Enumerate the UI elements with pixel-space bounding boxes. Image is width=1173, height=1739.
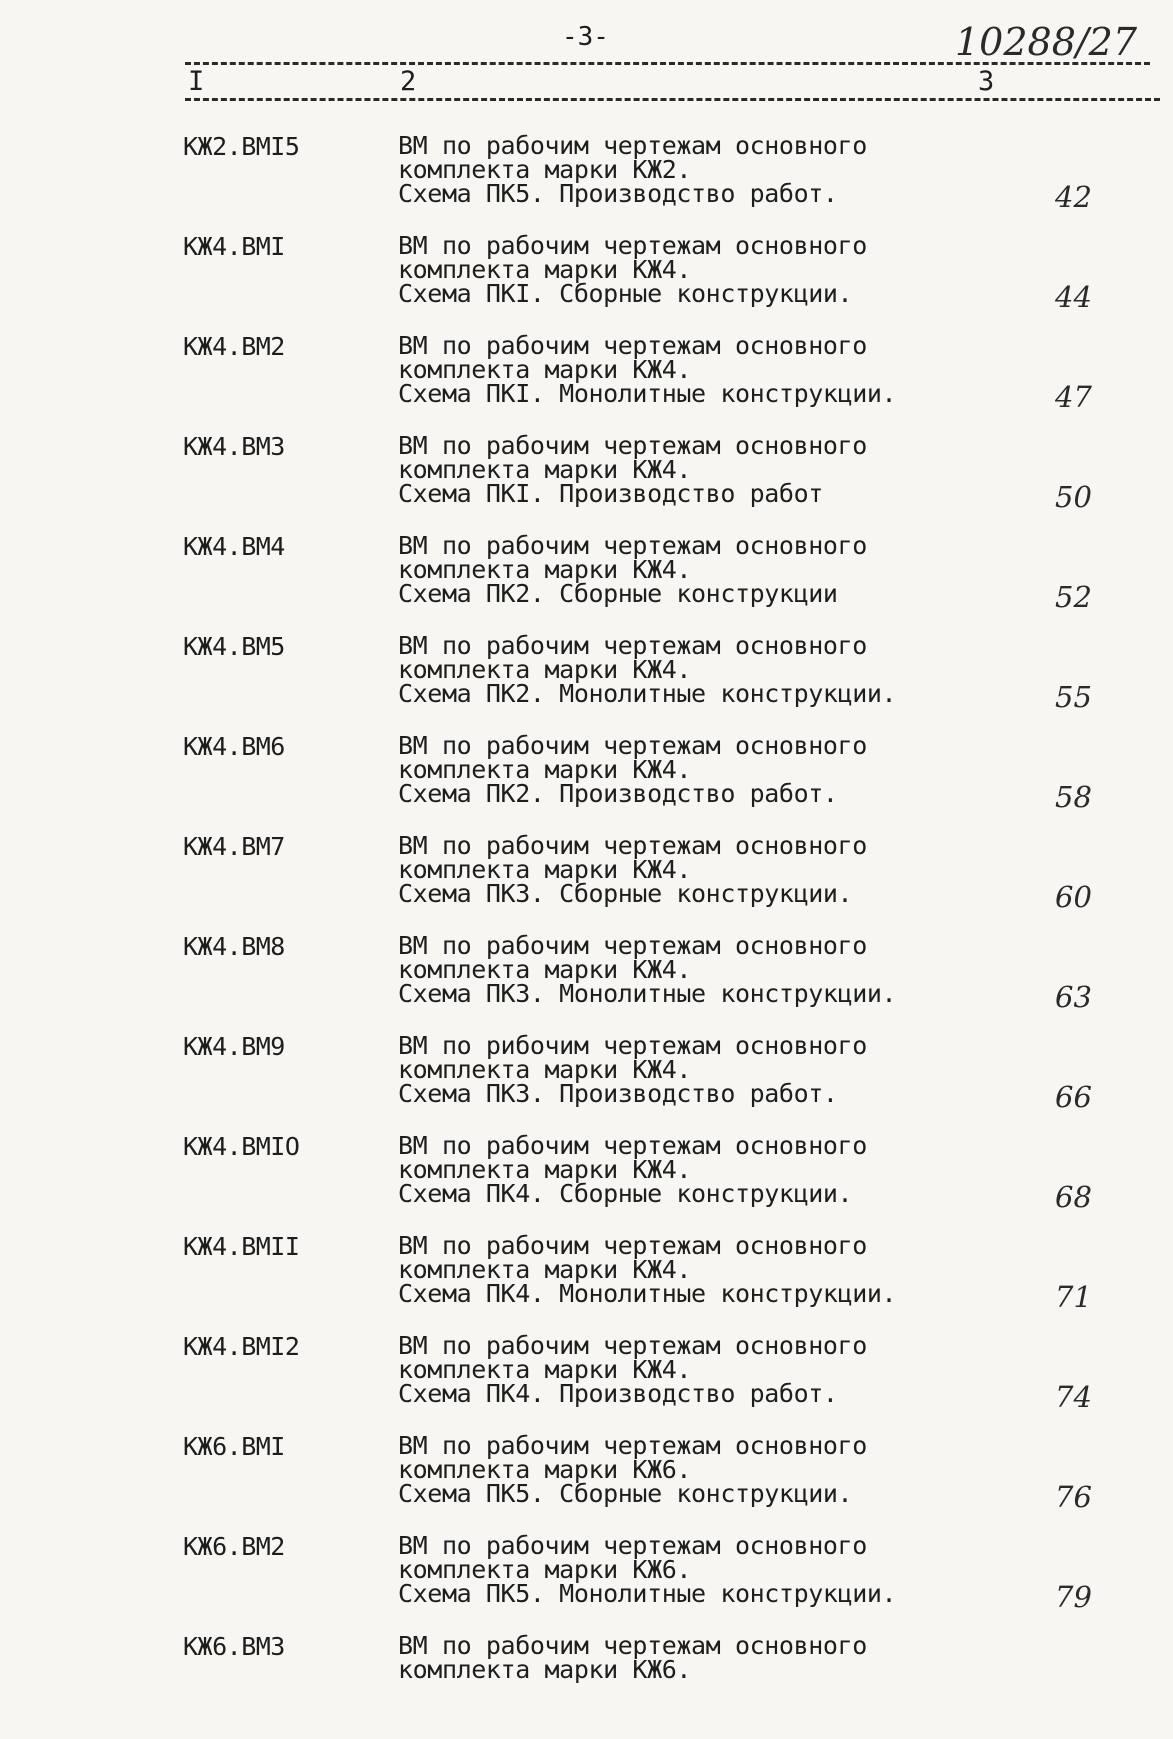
list-item xyxy=(0,532,1173,632)
description-line: ВМ по рабочим чертежам основного xyxy=(398,1431,867,1460)
list-item xyxy=(0,932,1173,1032)
description-line: комплекта марки КЖ6. xyxy=(398,1655,692,1684)
document-code: КЖ4.ВМI xyxy=(183,232,285,261)
document-description xyxy=(398,731,958,808)
sheet-page-number: 79 xyxy=(1055,1580,1092,1614)
description-line: ВМ по рабочим чертежам основного xyxy=(398,1131,867,1160)
description-line: Схема ПК2. Производство работ. xyxy=(398,779,838,808)
description-line: комплекта марки КЖ4. xyxy=(398,1255,692,1284)
document-code: КЖ6.ВМ3 xyxy=(183,1632,285,1661)
archive-number: 10288/27 xyxy=(955,20,1138,64)
list-item xyxy=(0,1032,1173,1132)
document-description xyxy=(398,431,958,508)
document-code: КЖ4.ВМ7 xyxy=(183,832,285,861)
description-line: ВМ по рабочим чертежам основного xyxy=(398,1331,867,1360)
description-line: ВМ по рабочим чертежам основного xyxy=(398,731,867,760)
document-description xyxy=(398,931,958,1008)
description-line: ВМ по рабочим чертежам основного xyxy=(398,131,867,160)
list-item xyxy=(0,1432,1173,1532)
description-line: комплекта марки КЖ4. xyxy=(398,1355,692,1384)
sheet-page-number: 44 xyxy=(1055,280,1092,314)
description-line: ВМ по рабочим чертежам основного xyxy=(398,631,867,660)
document-code: КЖ6.ВМI xyxy=(183,1432,285,1461)
list-item xyxy=(0,1632,1173,1732)
column-header-2: 2 xyxy=(400,66,417,97)
document-description xyxy=(398,1331,958,1408)
description-line: комплекта марки КЖ4. xyxy=(398,855,692,884)
description-line: Схема ПКI. Производство работ xyxy=(398,479,823,508)
description-line: Схема ПК2. Монолитные конструкции. xyxy=(398,679,897,708)
document-description xyxy=(398,831,958,908)
list-item xyxy=(0,332,1173,432)
list-item xyxy=(0,632,1173,732)
description-line: комплекта марки КЖ6. xyxy=(398,1455,692,1484)
sheet-page-number: 66 xyxy=(1055,1080,1092,1114)
description-line: Схема ПК4. Сборные конструкции. xyxy=(398,1179,853,1208)
description-line: Схема ПК4. Производство работ. xyxy=(398,1379,838,1408)
list-item xyxy=(0,732,1173,832)
description-line: комплекта марки КЖ4. xyxy=(398,1055,692,1084)
description-line: ВМ по рабочим чертежам основного xyxy=(398,331,867,360)
sheet-page-number: 74 xyxy=(1055,1380,1092,1414)
description-line: комплекта марки КЖ4. xyxy=(398,455,692,484)
document-code: КЖ2.ВМI5 xyxy=(183,132,300,161)
document-code: КЖ4.ВМII xyxy=(183,1232,300,1261)
description-line: Схема ПК2. Сборные конструкции xyxy=(398,579,838,608)
sheet-page-number: 76 xyxy=(1055,1480,1092,1514)
description-line: комплекта марки КЖ4. xyxy=(398,655,692,684)
description-line: ВМ по рабочим чертежам основного xyxy=(398,431,867,460)
sheet-page-number: 52 xyxy=(1055,580,1092,614)
document-description xyxy=(398,1031,958,1108)
page-number: -3- xyxy=(562,22,609,52)
document-description xyxy=(398,1631,958,1684)
sheet-page-number: 68 xyxy=(1055,1180,1092,1214)
description-line: Схема ПК3. Монолитные конструкции. xyxy=(398,979,897,1008)
description-line: Схема ПК3. Сборные конструкции. xyxy=(398,879,853,908)
description-line: Схема ПК3. Производство работ. xyxy=(398,1079,838,1108)
list-item xyxy=(0,832,1173,932)
document-code: КЖ4.ВМ2 xyxy=(183,332,285,361)
document-code: КЖ4.ВМ5 xyxy=(183,632,285,661)
description-line: Схема ПК5. Монолитные конструкции. xyxy=(398,1579,897,1608)
description-line: комплекта марки КЖ4. xyxy=(398,955,692,984)
description-line: ВМ по рибочим чертежам основного xyxy=(398,1031,867,1060)
description-line: ВМ по рабочим чертежам основного xyxy=(398,931,867,960)
description-line: комплекта марки КЖ4. xyxy=(398,1155,692,1184)
document-description xyxy=(398,331,958,408)
column-header-3: 3 xyxy=(978,66,995,97)
sheet-page-number: 50 xyxy=(1055,480,1092,514)
description-line: ВМ по рабочим чертежам основного xyxy=(398,831,867,860)
list-item xyxy=(0,432,1173,532)
sheet-page-number: 42 xyxy=(1055,180,1092,214)
sheet-page-number: 58 xyxy=(1055,780,1092,814)
document-code: КЖ6.ВМ2 xyxy=(183,1532,285,1561)
description-line: Схема ПК4. Монолитные конструкции. xyxy=(398,1279,897,1308)
description-line: Схема ПК5. Производство работ. xyxy=(398,179,838,208)
description-line: Схема ПКI. Сборные конструкции. xyxy=(398,279,853,308)
description-line: комплекта марки КЖ2. xyxy=(398,155,692,184)
description-line: ВМ по рабочим чертежам основного xyxy=(398,531,867,560)
sheet-page-number: 47 xyxy=(1055,380,1092,414)
description-line: ВМ по рабочим чертежам основного xyxy=(398,1531,867,1560)
header-rule-bottom xyxy=(185,98,1160,101)
list-item xyxy=(0,1332,1173,1432)
description-line: комплекта марки КЖ4. xyxy=(398,555,692,584)
sheet-page-number: 60 xyxy=(1055,880,1092,914)
document-description xyxy=(398,231,958,308)
sheet-page-number: 55 xyxy=(1055,680,1092,714)
document-code: КЖ4.ВМIO xyxy=(183,1132,300,1161)
entries-list xyxy=(0,132,1173,1732)
document-code: КЖ4.ВМ3 xyxy=(183,432,285,461)
document-code: КЖ4.ВМI2 xyxy=(183,1332,300,1361)
document-description xyxy=(398,531,958,608)
header-rule-top xyxy=(185,62,1150,65)
description-line: комплекта марки КЖ6. xyxy=(398,1555,692,1584)
sheet-page-number: 71 xyxy=(1055,1280,1092,1314)
document-code: КЖ4.ВМ8 xyxy=(183,932,285,961)
list-item xyxy=(0,1132,1173,1232)
document-code: КЖ4.ВМ6 xyxy=(183,732,285,761)
description-line: комплекта марки КЖ4. xyxy=(398,355,692,384)
list-item xyxy=(0,1532,1173,1632)
description-line: комплекта марки КЖ4. xyxy=(398,755,692,784)
document-description xyxy=(398,1531,958,1608)
description-line: ВМ по рабочим чертежам основного xyxy=(398,231,867,260)
document-description xyxy=(398,631,958,708)
list-item xyxy=(0,132,1173,232)
document-description xyxy=(398,131,958,208)
description-line: ВМ по рабочим чертежам основного xyxy=(398,1631,867,1660)
description-line: Схема ПК5. Сборные конструкции. xyxy=(398,1479,853,1508)
description-line: Схема ПКI. Монолитные конструкции. xyxy=(398,379,897,408)
list-item xyxy=(0,1232,1173,1332)
sheet-page-number: 63 xyxy=(1055,980,1092,1014)
description-line: комплекта марки КЖ4. xyxy=(398,255,692,284)
document-description xyxy=(398,1431,958,1508)
document-code: КЖ4.ВМ4 xyxy=(183,532,285,561)
document-description xyxy=(398,1131,958,1208)
document-code: КЖ4.ВМ9 xyxy=(183,1032,285,1061)
document-description xyxy=(398,1231,958,1308)
list-item xyxy=(0,232,1173,332)
description-line: ВМ по рабочим чертежам основного xyxy=(398,1231,867,1260)
column-header-1: I xyxy=(188,66,205,97)
